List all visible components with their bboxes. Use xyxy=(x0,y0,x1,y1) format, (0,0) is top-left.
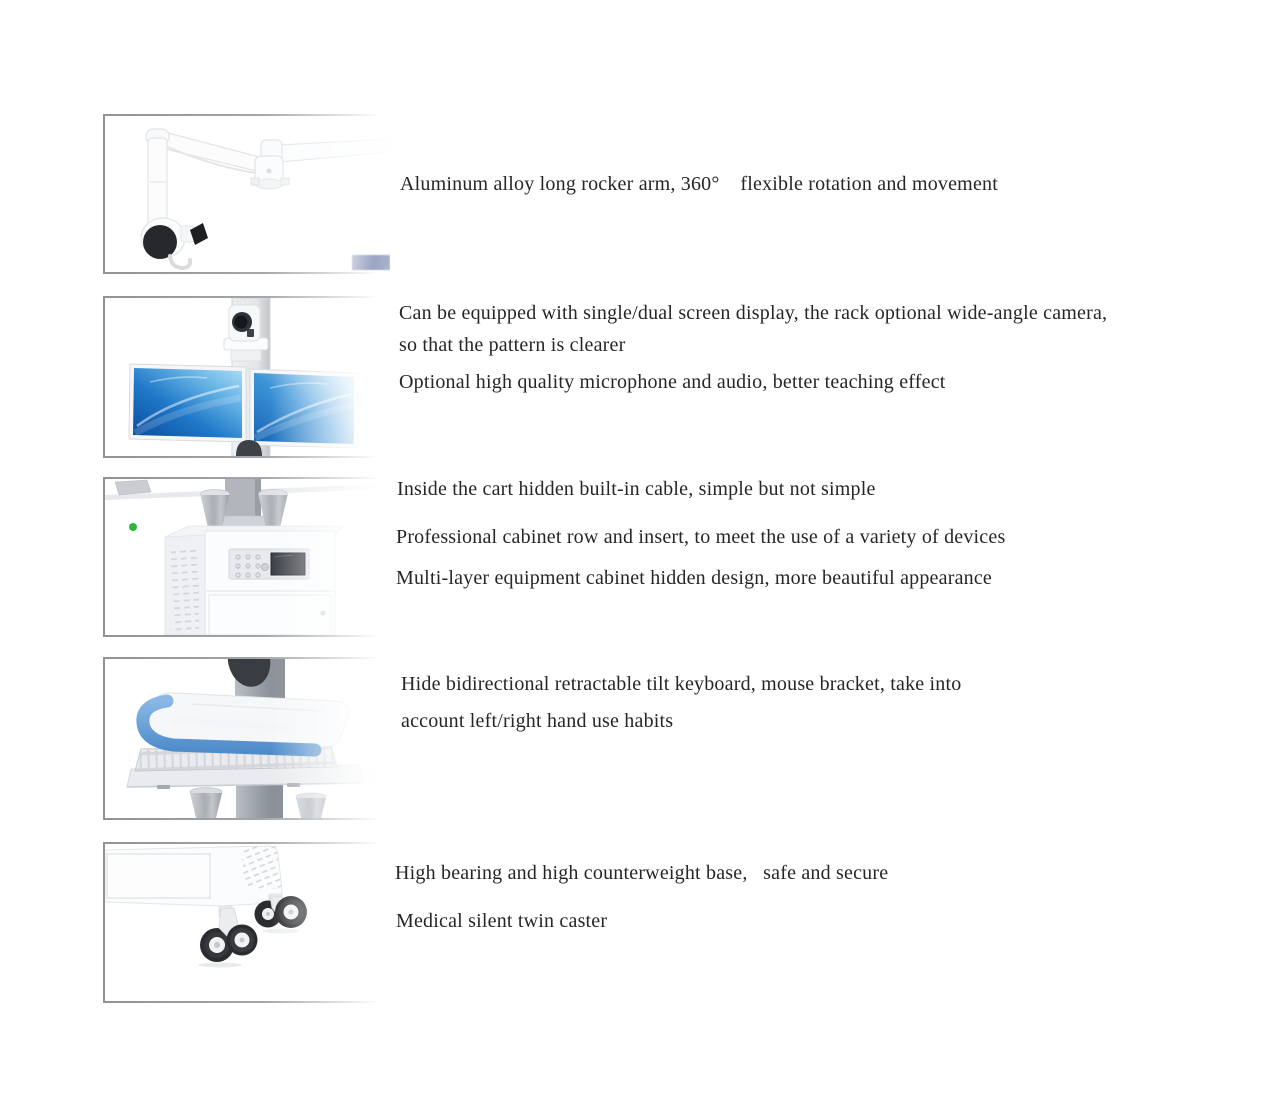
rocker-arm-illustration xyxy=(105,116,390,272)
feature-text-cabinet-row: Professional cabinet row and insert, to meet the use of a variety of devices xyxy=(396,526,1006,548)
caster-illustration xyxy=(105,844,390,1001)
feature-text-cable: Inside the cart hidden built-in cable, simple but not simple xyxy=(397,478,876,500)
cup-holder xyxy=(296,793,326,818)
feature-text-base: High bearing and high counterweight base, safe and secure xyxy=(395,862,889,884)
feature-image-keyboard-tray xyxy=(103,657,390,820)
front-caster xyxy=(200,906,258,962)
cabinet-illustration xyxy=(105,479,390,635)
feature-image-cabinet xyxy=(103,477,390,637)
feature-text-keyboard-1: Hide bidirectional retractable tilt keyboard, mouse bracket, take into xyxy=(401,673,962,695)
feature-text-keyboard-2: account left/right hand use habits xyxy=(401,710,674,732)
keyboard-tray-illustration xyxy=(105,659,390,818)
feature-image-casters xyxy=(103,842,390,1003)
feature-text-display-2: so that the pattern is clearer xyxy=(399,334,626,356)
feature-text-display-1: Can be equipped with single/dual screen display, the rack optional wide-angle camera, xyxy=(399,302,1108,324)
dual-monitor-illustration xyxy=(105,298,390,456)
cup-holder xyxy=(190,788,222,819)
feature-text-audio: Optional high quality microphone and audio, better teaching effect xyxy=(399,371,946,393)
feature-image-dual-monitors xyxy=(103,296,390,458)
feature-text-multilayer: Multi-layer equipment cabinet hidden design, more beautiful appearance xyxy=(396,567,993,589)
feature-image-rocker-arm xyxy=(103,114,390,274)
feature-text-rocker-arm: Aluminum alloy long rocker arm, 360° flexible rotation and movement xyxy=(400,173,998,195)
photo-fragment xyxy=(352,255,390,270)
feature-text-caster: Medical silent twin caster xyxy=(396,910,608,932)
